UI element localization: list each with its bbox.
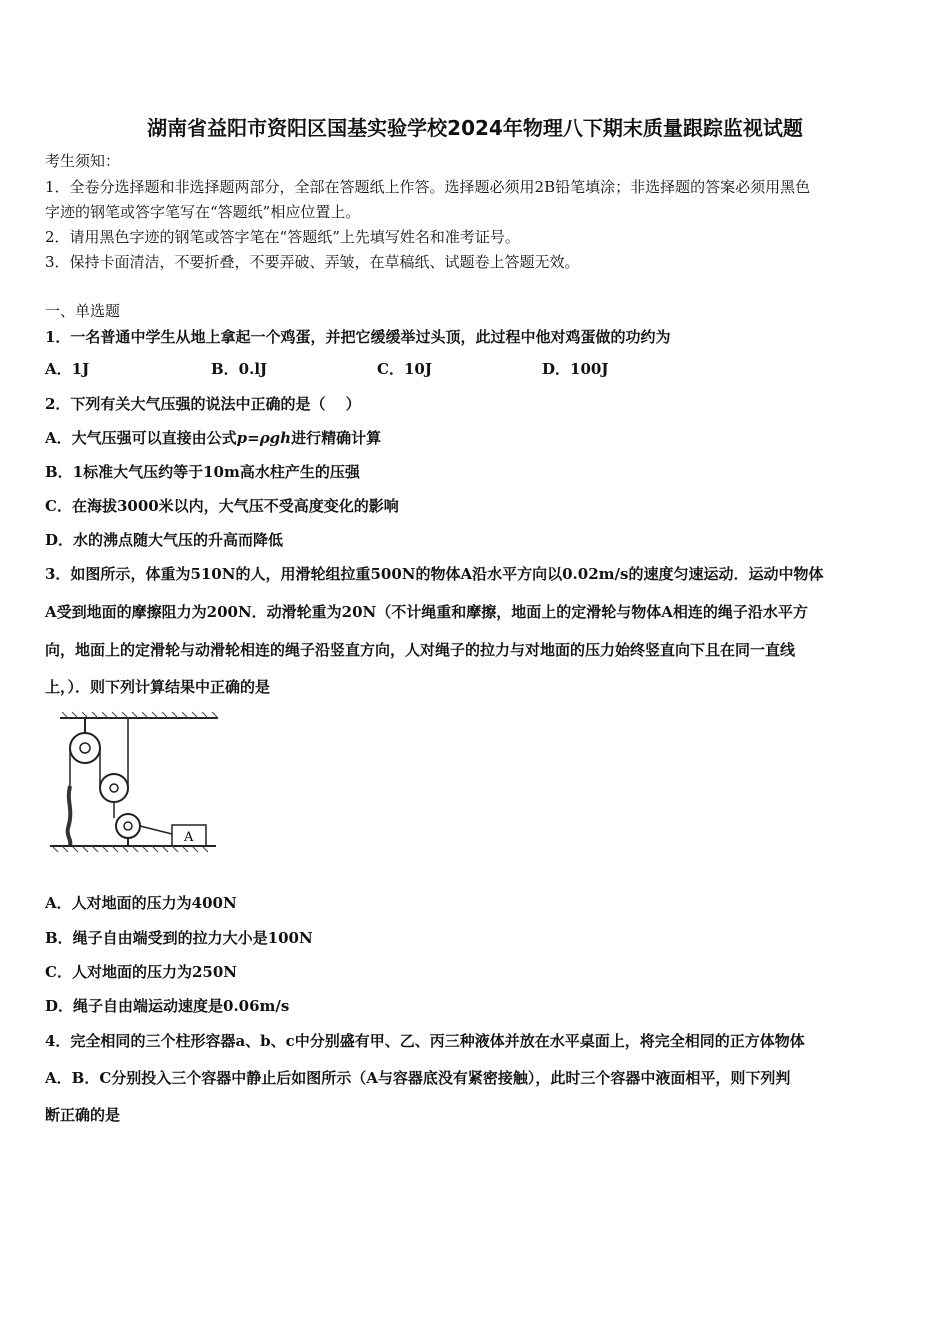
question-3-line: A受到地面的摩擦阻力为200N．动滑轮重为20N（不计绳重和摩擦，地面上的定滑轮与物体A相连的绳子沿水平方 bbox=[45, 603, 808, 621]
q1-option-d: D．100J bbox=[542, 360, 609, 378]
section-heading: 一、单选题 bbox=[45, 302, 121, 320]
q2-option-d: D．水的沸点随大气压的升高而降低 bbox=[45, 531, 284, 549]
question-1-stem: 1．一名普通中学生从地上拿起一个鸡蛋，并把它缓缓举过头顶，此过程中他对鸡蛋做的功约为 bbox=[45, 328, 671, 346]
question-4-line: A．B．C分别投入三个容器中静止后如图所示（A与容器底没有紧密接触），此时三个容器中液面相平，则下列判 bbox=[45, 1069, 791, 1087]
q3-option-a: A．人对地面的压力为400N bbox=[45, 894, 237, 912]
question-3-line: 向，地面上的定滑轮与动滑轮相连的绳子沿竖直方向，人对绳子的拉力与对地面的压力始终竖直向下且在同一直线 bbox=[45, 641, 796, 659]
q2-option-a bbox=[45, 428, 381, 448]
q1-option-a: A．1J bbox=[45, 360, 90, 378]
pulley-figure bbox=[48, 708, 220, 858]
q1-option-c: C．10J bbox=[377, 360, 432, 378]
page-title: 湖南省益阳市资阳区国基实验学校2024年物理八下期末质量跟踪监视试题 bbox=[147, 116, 803, 140]
q3-option-b: B．绳子自由端受到的拉力大小是100N bbox=[45, 929, 313, 947]
question-3-line: 上，）．则下列计算结果中正确的是 bbox=[45, 678, 271, 696]
q2-option-a-pre: A．大气压强可以直接由公式 bbox=[45, 429, 237, 447]
pulley-diagram bbox=[48, 708, 220, 858]
question-2-stem: 2．下列有关大气压强的说法中正确的是（ ） bbox=[45, 395, 361, 413]
q3-option-c: C．人对地面的压力为250N bbox=[45, 963, 237, 981]
notice-item: 3．保持卡面清洁，不要折叠，不要弄破、弄皱，在草稿纸、试题卷上答题无效。 bbox=[45, 253, 580, 271]
notice-item: 字迹的钢笔或答字笔写在“答题纸”相应位置上。 bbox=[45, 203, 361, 221]
q3-option-d: D．绳子自由端运动速度是0.06m/s bbox=[45, 997, 290, 1015]
q2-option-a-post: 进行精确计算 bbox=[291, 429, 382, 447]
question-3-line: 3．如图所示，体重为510N的人，用滑轮组拉重500N的物体A沿水平方向以0.02m/s的速度匀速运动．运动中物体 bbox=[45, 565, 824, 583]
question-4-line: 4．完全相同的三个柱形容器a、b、c中分别盛有甲、乙、丙三种液体并放在水平桌面上，将完全相同的正方体物体 bbox=[45, 1032, 805, 1050]
notice-item: 1．全卷分选择题和非选择题两部分，全部在答题纸上作答。选择题必须用2B铅笔填涂；非选择题的答案必须用黑色 bbox=[45, 178, 811, 196]
q1-option-b: B．0.lJ bbox=[211, 360, 268, 378]
q2-option-c: C．在海拔3000米以内，大气压不受高度变化的影响 bbox=[45, 497, 399, 515]
q2-option-b: B．1标准大气压约等于10m高水柱产生的压强 bbox=[45, 463, 360, 481]
block-a-label: A bbox=[184, 830, 194, 845]
question-4-line: 断正确的是 bbox=[45, 1106, 121, 1124]
notice-item: 2．请用黑色字迹的钢笔或答字笔在“答题纸”上先填写姓名和准考证号。 bbox=[45, 228, 520, 246]
q2-formula: p=ρgh bbox=[236, 429, 292, 447]
notice-heading: 考生须知： bbox=[45, 152, 121, 170]
